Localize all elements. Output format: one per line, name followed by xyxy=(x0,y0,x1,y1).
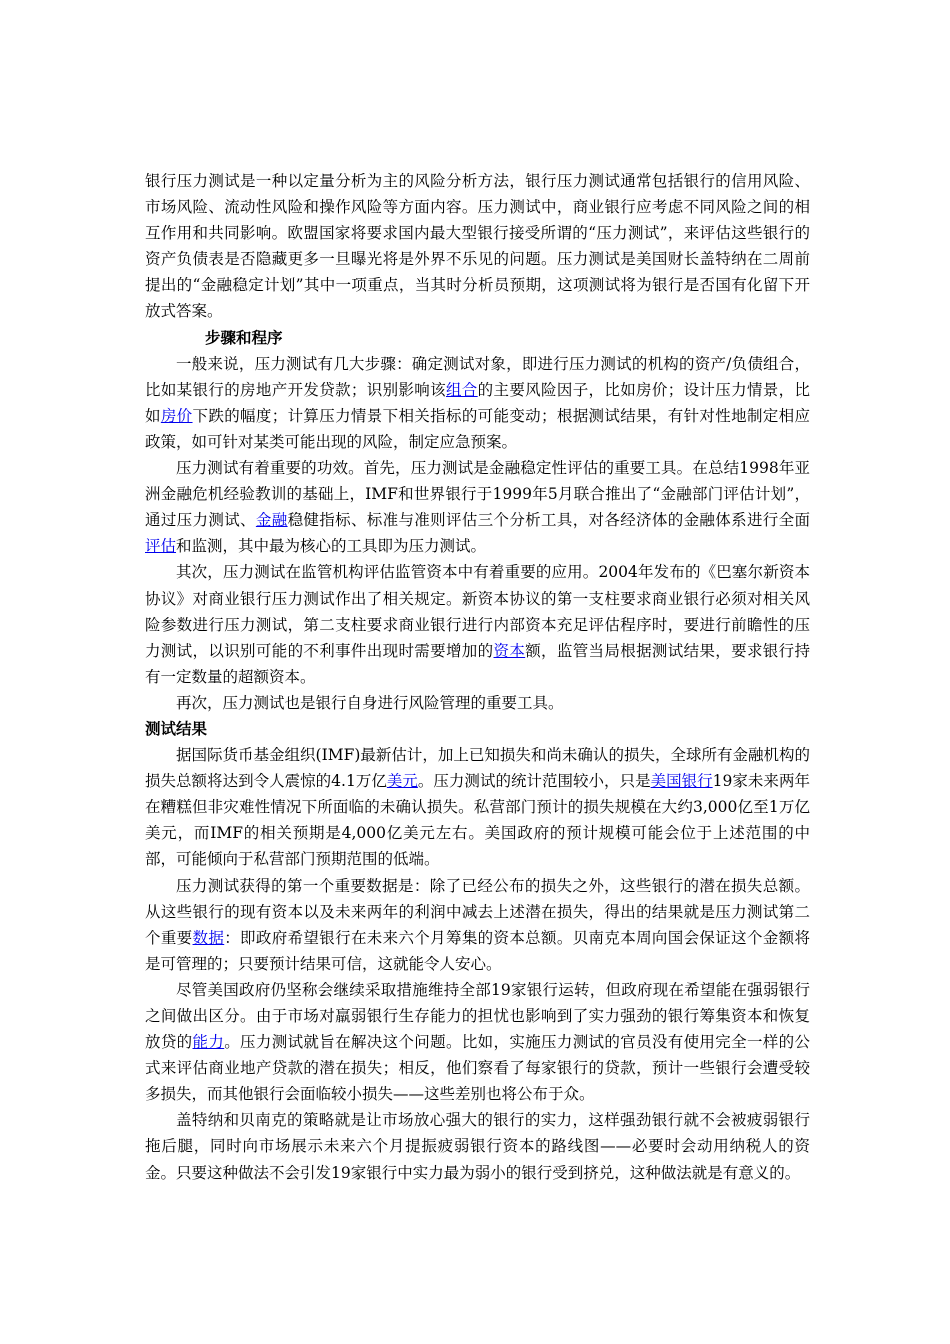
steps-paragraph-1 xyxy=(145,351,810,455)
text-run: 。压力测试的统计范围较小，只是 xyxy=(417,772,651,791)
link-house-price[interactable]: 房价 xyxy=(160,406,193,425)
steps-paragraph-4 xyxy=(145,690,810,716)
document-page xyxy=(145,168,810,1186)
link-usd[interactable]: 美元 xyxy=(386,772,418,791)
section-heading-steps: 步骤和程序 xyxy=(205,327,283,347)
text-run: 盖特纳和贝南克的策略就是让市场放心强大的银行的实力，这样强劲银行就不会被疲弱银行拖后腿，同时向市场展示未来六个月提振疲弱银行资本的路线图——必要时会动用纳税人的资金。只要这种做法不会引发19家银行中实力最为弱小的银行受到挤兑，这种做法就是有意义的。 xyxy=(145,1111,810,1182)
text-run: 下跌的幅度；计算压力情景下相关指标的可能变动；根据测试结果，有针对性地制定相应政策，如可针对某类可能出现的风险，制定应急预案。 xyxy=(145,406,810,451)
intro-paragraph: 银行压力测试是一种以定量分析为主的风险分析方法，银行压力测试通常包括银行的信用风险、市场风险、流动性风险和操作风险等方面内容。压力测试中，商业银行应考虑不同风险之间的相互作用和共同影响。欧盟国家将要求国内最大型银行接受所谓的“压力测试”，来评估这些银行的资产负债表是否隐藏更多一旦曝光将是外界不乐见的问题。压力测试是美国财长盖特纳在二周前提出的“金融稳定计划”其中一项重点，当其时分析员预期，这项测试将为银行是否国有化留下开放式答案。 xyxy=(145,172,810,321)
text-run: 一般来说，压力测试有几大步骤：确定测试对象，即进行压力测试的机构的资产/负债组合，比如某银行的房地产开发贷款；识别影响该 xyxy=(145,354,810,399)
section-heading-results: 测试结果 xyxy=(145,718,208,738)
steps-paragraph-2 xyxy=(145,455,810,559)
link-us-banks[interactable]: 美国银行 xyxy=(650,772,713,791)
text-run: 。压力测试就旨在解决这个问题。比如，实施压力测试的官员没有使用完全一样的公式来评估商业地产贷款的潜在损失；相反，他们察看了每家银行的贷款，预计一些银行会遭受较多损失，而其他银行会面临较小损失——这些差别也将公布于众。 xyxy=(145,1033,810,1104)
text-run: 稳健指标、标准与准则评估三个分析工具，对各经济体的金融体系进行全面 xyxy=(287,511,810,530)
text-run: 压力测试有着重要的功效。首先，压力测试是金融稳定性评估的重要工具。在总结1998年亚洲金融危机经验教训的基础上，IMF和世界银行于1999年5月联合推出了“金融部门评估计划”，通过压力测试、 xyxy=(145,459,810,530)
text-run: 和监测，其中最为核心的工具即为压力测试。 xyxy=(176,537,487,556)
text-run: 再次，压力测试也是银行自身进行风险管理的重要工具。 xyxy=(176,693,564,712)
link-capital[interactable]: 资本 xyxy=(493,641,526,660)
text-run: 的主要风险因子，比如房价；设计压力情景，比如 xyxy=(145,380,810,425)
results-paragraph-4 xyxy=(145,1107,810,1185)
link-portfolio[interactable]: 组合 xyxy=(445,380,478,399)
text-run: 尽管美国政府仍坚称会继续采取措施维持全部19家银行运转，但政府现在希望能在强弱银行之间做出区分。由于市场对羸弱银行生存能力的担忧也影响到了实力强劲的银行筹集资本和恢复放贷的 xyxy=(145,980,810,1052)
text-run: 据国际货币基金组织(IMF)最新估计，加上已知损失和尚未确认的损失，全球所有金融机构的损失总额将达到令人震惊的4.1万亿 xyxy=(145,746,810,791)
text-run: 额，监管当局根据测试结果，要求银行持有一定数量的超额资本。 xyxy=(145,641,810,686)
text-run: ：即政府希望银行在未来六个月筹集的资本总额。贝南克本周向国会保证这个金额将是可管理的；只要预计结果可信，这就能令人安心。 xyxy=(145,928,810,973)
text-run: 其次，压力测试在监管机构评估监管资本中有着重要的应用。2004年发布的《巴塞尔新资本协议》对商业银行压力测试作出了相关规定。新资本协议的第一支柱要求商业银行必须对相关风险参数进行压力测试，第二支柱要求商业银行进行内部资本充足评估程序时，要进行前瞻性的压力测试，以识别可能的不利事件出现时需要增加的 xyxy=(145,563,810,660)
text-run: 压力测试获得的第一个重要数据是：除了已经公布的损失之外，这些银行的潜在损失总额。从这些银行的现有资本以及未来两年的利润中减去上述潜在损失，得出的结果就是压力测试第二个重要 xyxy=(145,876,810,947)
link-finance[interactable]: 金融 xyxy=(255,511,288,530)
link-assessment[interactable]: 评估 xyxy=(145,537,177,556)
link-ability[interactable]: 能力 xyxy=(192,1033,225,1052)
steps-paragraph-3 xyxy=(145,559,810,689)
link-data[interactable]: 数据 xyxy=(192,928,225,947)
text-run: 19家未来两年在糟糕但非灾难性情况下所面临的未确认损失。私营部门预计的损失规模在大约3,000亿至1万亿美元，而IMF的相关预期是4,000亿美元左右。美国政府的预计规模可能会位于上述范围的中部，可能倾向于私营部门预期范围的低端。 xyxy=(145,772,810,869)
results-paragraph-3 xyxy=(145,977,810,1107)
results-paragraph-1 xyxy=(145,742,810,872)
results-paragraph-2 xyxy=(145,873,810,977)
